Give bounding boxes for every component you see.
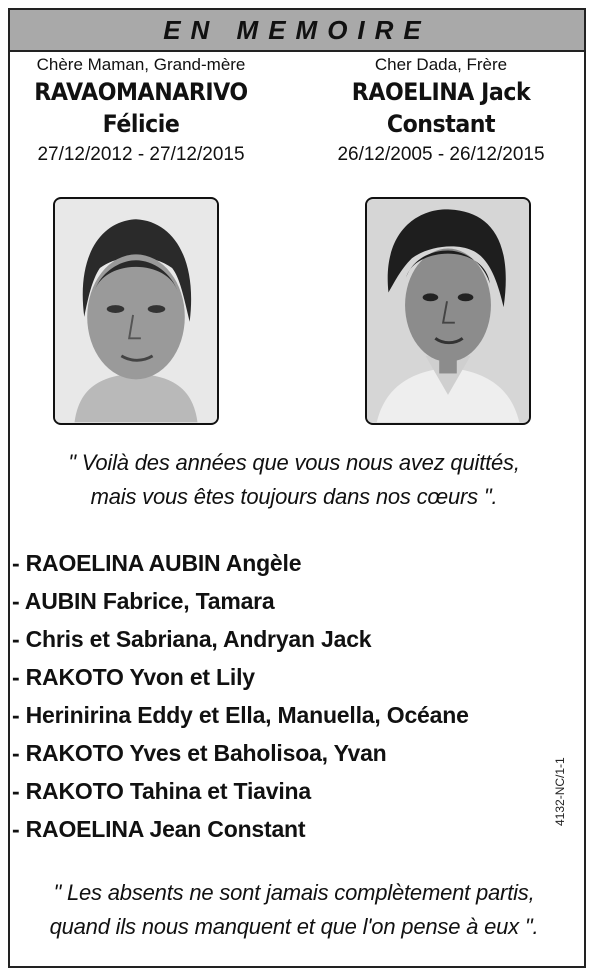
man-portrait-icon [367, 199, 529, 423]
list-item: - Herinirina Eddy et Ella, Manuella, Océane [12, 702, 469, 728]
list-item: - AUBIN Fabrice, Tamara [12, 588, 275, 614]
list-item: - RAKOTO Yves et Baholisoa, Yvan [12, 740, 387, 766]
list-item: - Chris et Sabriana, Andryan Jack [12, 626, 372, 652]
quote-top-line1: " Voilà des années que vous nous avez quittés, [68, 450, 520, 475]
right-relation: Cher Dada, Frère [374, 55, 508, 74]
right-name-line1: RAOELINA Jack [351, 78, 531, 106]
right-portrait-photo [365, 197, 531, 425]
header-banner [10, 10, 584, 52]
right-person-block [306, 54, 576, 168]
quote-bottom-line2: quand ils nous manquent et que l'on pense à eux ". [49, 914, 539, 939]
right-dates: 26/12/2005 - 26/12/2015 [337, 144, 545, 165]
quote-bottom-line1: " Les absents ne sont jamais complètement partis, [53, 880, 535, 905]
family-list [12, 544, 469, 848]
left-person-block [6, 54, 276, 168]
header-title: EN MEMOIRE [163, 14, 431, 45]
quote-bottom [14, 876, 574, 944]
list-item: - RAKOTO Yvon et Lily [12, 664, 255, 690]
quote-top-line2: mais vous êtes toujours dans nos cœurs ". [90, 484, 498, 509]
right-name-line2: Constant [386, 110, 496, 138]
woman-portrait-icon [55, 199, 217, 423]
left-name-line2: Félicie [102, 110, 180, 138]
reference-code: 4132-NC/1-1 [553, 757, 567, 826]
left-portrait-photo [53, 197, 219, 425]
left-name-line1: RAVAOMANARIVO [34, 78, 248, 106]
list-item: - RAOELINA AUBIN Angèle [12, 550, 302, 576]
left-relation: Chère Maman, Grand-mère [36, 55, 246, 74]
left-dates: 27/12/2012 - 27/12/2015 [37, 144, 245, 165]
list-item: - RAKOTO Tahina et Tiavina [12, 778, 311, 804]
quote-top [14, 446, 574, 514]
list-item: - RAOELINA Jean Constant [12, 816, 306, 842]
